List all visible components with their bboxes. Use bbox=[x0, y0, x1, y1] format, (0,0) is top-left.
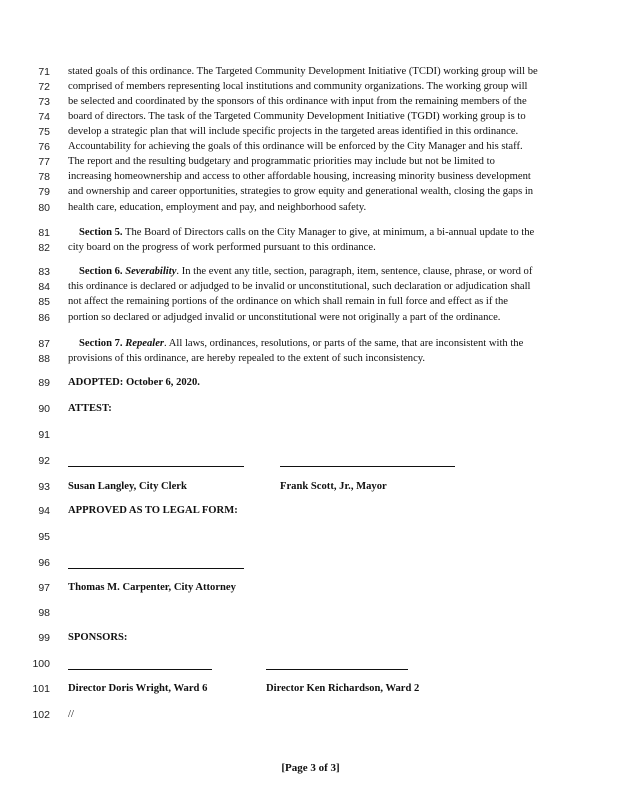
text-run: board of directors. The task of the Targeted Community Development Initiative (TGDI) working group is to bbox=[68, 111, 526, 122]
line-number: 75 bbox=[38, 126, 50, 138]
line-text bbox=[68, 403, 112, 414]
line-number: 99 bbox=[38, 632, 50, 644]
line-number: 79 bbox=[38, 186, 50, 198]
line-number: 82 bbox=[38, 242, 50, 254]
text-run: health care, education, employment and pay, and neighborhood safety. bbox=[68, 202, 367, 213]
signature-name-attorney: Thomas M. Carpenter, City Attorney bbox=[68, 582, 236, 593]
text-run: develop a strategic plan that will include specific projects in the targeted areas identified in this ordinance. bbox=[68, 126, 519, 137]
text-run: . All laws, ordinances, resolutions, or parts of the same, that are inconsistent with the bbox=[164, 338, 524, 349]
line-text bbox=[68, 156, 495, 167]
line-number: 77 bbox=[38, 156, 50, 168]
line-number: 78 bbox=[38, 171, 50, 183]
line-text bbox=[68, 227, 534, 238]
line-text bbox=[68, 296, 508, 307]
signature-line-clerk bbox=[68, 466, 244, 467]
text-run: The Board of Directors calls on the City Manager to give, at minimum, a bi-annual update to the bbox=[122, 227, 535, 238]
line-number: 71 bbox=[38, 66, 50, 78]
line-number: 94 bbox=[38, 505, 50, 517]
line-number: 90 bbox=[38, 403, 50, 415]
line-text bbox=[68, 709, 74, 720]
text-run: city board on the progress of work performed pursuant to this ordinance. bbox=[68, 242, 376, 253]
line-text bbox=[68, 266, 532, 277]
signature-line-mayor bbox=[280, 466, 455, 467]
line-text bbox=[68, 377, 200, 388]
line-number: 97 bbox=[38, 582, 50, 594]
line-text bbox=[68, 81, 527, 92]
line-text bbox=[68, 312, 500, 323]
line-number: 88 bbox=[38, 353, 50, 365]
line-text bbox=[68, 171, 531, 182]
signature-name-sponsor-2: Director Ken Richardson, Ward 2 bbox=[266, 683, 420, 694]
text-run: this ordinance is declared or adjudged to be invalid or unconstitutional, such declaration or adjudication shall bbox=[68, 281, 531, 292]
line-number: 91 bbox=[38, 429, 50, 441]
line-text bbox=[68, 202, 366, 213]
line-number: 76 bbox=[38, 141, 50, 153]
page-number-footer: [Page 3 of 3] bbox=[281, 762, 340, 774]
line-number: 80 bbox=[38, 202, 50, 214]
line-number: 100 bbox=[32, 658, 50, 670]
text-run: APPROVED AS TO LEGAL FORM: bbox=[68, 505, 238, 516]
line-text bbox=[68, 338, 523, 349]
text-run: Section 5. bbox=[79, 227, 123, 238]
line-number: 95 bbox=[38, 531, 50, 543]
text-run: The report and the resulting budgetary and programmatic priorities may include but not be limited to bbox=[68, 156, 495, 167]
line-text bbox=[68, 66, 538, 77]
line-text bbox=[68, 186, 533, 197]
text-run: ADOPTED: October 6, 2020. bbox=[68, 377, 200, 388]
line-text bbox=[68, 111, 526, 122]
text-run: comprised of members representing local institutions and community organizations. The working group will bbox=[68, 81, 528, 92]
text-run: portion so declared or adjudged invalid or unconstitutional were not originally a part of the ordinance. bbox=[68, 312, 501, 323]
line-number: 72 bbox=[38, 81, 50, 93]
line-text bbox=[68, 505, 238, 516]
line-number: 102 bbox=[32, 709, 50, 721]
signature-name-clerk: Susan Langley, City Clerk bbox=[68, 481, 187, 492]
line-number: 96 bbox=[38, 557, 50, 569]
line-number: 87 bbox=[38, 338, 50, 350]
text-run: and ownership and career opportunities, strategies to grow equity and generational wealth, closing the gaps in bbox=[68, 186, 534, 197]
text-run: Repealer bbox=[125, 338, 165, 349]
text-run: . In the event any title, section, paragraph, item, sentence, clause, phrase, or word of bbox=[176, 266, 533, 277]
signature-name-sponsor-1: Director Doris Wright, Ward 6 bbox=[68, 683, 208, 694]
line-number: 98 bbox=[38, 607, 50, 619]
line-number: 74 bbox=[38, 111, 50, 123]
text-run: ATTEST: bbox=[68, 403, 112, 414]
text-run: Severability bbox=[125, 266, 177, 277]
line-number: 73 bbox=[38, 96, 50, 108]
line-number: 93 bbox=[38, 481, 50, 493]
text-run: stated goals of this ordinance. The Targeted Community Development Initiative (TCDI) working group will be bbox=[68, 66, 538, 77]
line-number: 92 bbox=[38, 455, 50, 467]
line-text bbox=[68, 281, 530, 292]
text-run: be selected and coordinated by the sponsors of this ordinance with input from the remaining members of the bbox=[68, 96, 527, 107]
line-text bbox=[68, 141, 523, 152]
line-number: 84 bbox=[38, 281, 50, 293]
signature-line-attorney bbox=[68, 568, 244, 569]
line-text bbox=[68, 353, 425, 364]
line-text bbox=[68, 632, 127, 643]
text-run: Accountability for achieving the goals of this ordinance will be enforced by the City Manager and his staff. bbox=[68, 141, 523, 152]
text-run: SPONSORS: bbox=[68, 632, 128, 643]
text-run: // bbox=[68, 709, 74, 720]
line-number: 85 bbox=[38, 296, 50, 308]
text-run: increasing homeownership and access to other affordable housing, increasing minority business development bbox=[68, 171, 531, 182]
text-run: not affect the remaining portions of the ordinance on which shall remain in full force and effect as if the bbox=[68, 296, 508, 307]
line-number: 86 bbox=[38, 312, 50, 324]
line-text bbox=[68, 96, 527, 107]
signature-line-sponsor-2 bbox=[266, 669, 408, 670]
line-number: 101 bbox=[32, 683, 50, 695]
line-number: 83 bbox=[38, 266, 50, 278]
text-run: provisions of this ordinance, are hereby repealed to the extent of such inconsistency. bbox=[68, 353, 426, 364]
text-run: Section 6. bbox=[79, 266, 126, 277]
signature-name-mayor: Frank Scott, Jr., Mayor bbox=[280, 481, 387, 492]
signature-line-sponsor-1 bbox=[68, 669, 212, 670]
line-text bbox=[68, 126, 518, 137]
line-text bbox=[68, 242, 376, 253]
text-run: Section 7. bbox=[79, 338, 126, 349]
line-number: 89 bbox=[38, 377, 50, 389]
line-number: 81 bbox=[38, 227, 50, 239]
